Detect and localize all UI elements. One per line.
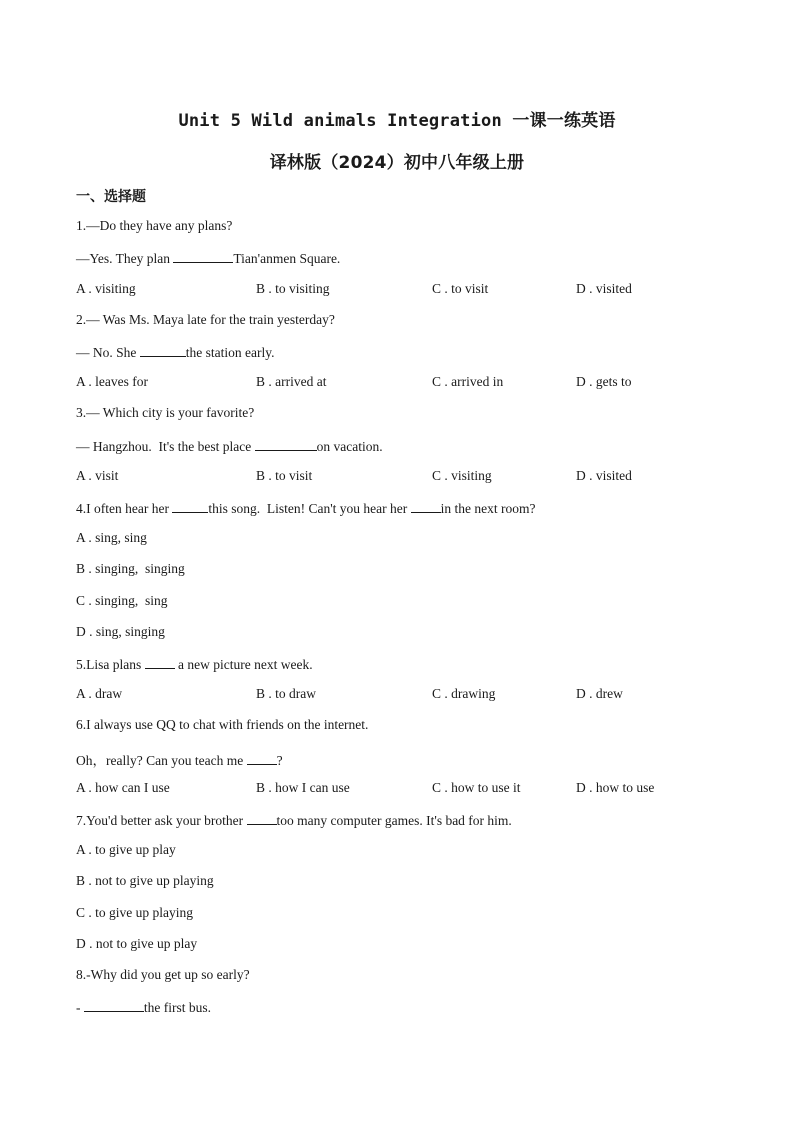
question-8-response <box>76 998 211 1016</box>
option-c: C . to give up playing <box>76 905 193 920</box>
option-a: A . draw <box>76 686 123 701</box>
text-part: 4.I often hear her <box>76 501 173 516</box>
option-a: A . visiting <box>76 281 136 296</box>
option-b: B . to visit <box>256 468 313 483</box>
option-c: C . arrived in <box>432 374 504 389</box>
question-5-options <box>76 686 756 704</box>
answer-blank <box>84 998 144 1012</box>
text-part: Oh，really? Can you teach me <box>76 753 247 768</box>
text-part: - <box>76 1000 84 1015</box>
question-3-options <box>76 468 756 486</box>
option-d: D . how to use <box>576 780 655 795</box>
option-c: C . drawing <box>432 686 496 701</box>
answer-blank <box>247 751 277 765</box>
option-c: C . how to use it <box>432 780 521 795</box>
text-part: the first bus. <box>143 1000 211 1015</box>
option-b: B . to visiting <box>256 281 330 296</box>
text-part: in the next room? <box>440 501 536 516</box>
text-part: a new picture next week. <box>174 657 313 672</box>
option-c: C . visiting <box>432 468 492 483</box>
question-1-options <box>76 281 756 299</box>
question-2-options <box>76 374 756 392</box>
option-d: D . sing, singing <box>76 624 165 639</box>
text-part: 7.You'd better ask your brother <box>76 813 247 828</box>
answer-blank <box>247 811 277 825</box>
question-6-response <box>76 749 283 769</box>
option-a: A . visit <box>76 468 119 483</box>
question-3-stem: 3.— Which city is your favorite? <box>76 405 255 420</box>
option-d: D . drew <box>576 686 623 701</box>
question-6-options <box>76 780 756 798</box>
document-subtitle: 译林版（2024）初中八年级上册 <box>269 153 525 173</box>
question-3-response <box>76 437 383 455</box>
question-2-response <box>76 343 274 361</box>
text-part: — No. She <box>76 345 140 360</box>
question-1-response <box>76 249 340 267</box>
option-b: B . to draw <box>256 686 316 701</box>
question-1-stem: 1.—Do they have any plans? <box>76 218 233 233</box>
option-d: D . visited <box>576 468 632 483</box>
answer-blank <box>411 499 441 513</box>
text-part: the station early. <box>185 345 275 360</box>
answer-blank <box>255 437 317 451</box>
option-b: B . singing, singing <box>76 561 185 576</box>
question-5-stem <box>76 655 313 673</box>
option-d: D . visited <box>576 281 632 296</box>
question-8-stem: 8.-Why did you get up so early? <box>76 967 250 982</box>
text-part: too many computer games. It's bad for him. <box>276 813 512 828</box>
option-a: A . how can I use <box>76 780 170 795</box>
text-part: this song. Listen! Can't you hear her <box>208 501 411 516</box>
answer-blank <box>145 655 175 669</box>
text-part: on vacation. <box>316 439 383 454</box>
option-a: A . leaves for <box>76 374 148 389</box>
option-d: D . gets to <box>576 374 632 389</box>
option-b: B . not to give up playing <box>76 873 214 888</box>
answer-blank <box>173 249 233 263</box>
option-c: C . to visit <box>432 281 489 296</box>
question-7-stem <box>76 811 512 829</box>
option-c: C . singing, sing <box>76 593 168 608</box>
question-2-stem: 2.— Was Ms. Maya late for the train yesterday? <box>76 312 335 327</box>
text-part: — Hangzhou. It's the best place <box>76 439 255 454</box>
option-d: D . not to give up play <box>76 936 198 951</box>
question-4-stem <box>76 499 535 517</box>
option-a: A . sing, sing <box>76 530 147 545</box>
question-6-stem: 6.I always use QQ to chat with friends on the internet. <box>76 717 369 732</box>
text-part: Tian'anmen Square. <box>233 251 341 266</box>
option-a: A . to give up play <box>76 842 176 857</box>
text-part: 5.Lisa plans <box>76 657 145 672</box>
answer-blank <box>140 343 186 357</box>
answer-blank <box>172 499 208 513</box>
document-title: Unit 5 Wild animals Integration 一课一练英语 <box>178 111 616 131</box>
section-heading: 一、选择题 <box>76 189 146 205</box>
text-part: ? <box>276 753 283 768</box>
option-b: B . arrived at <box>256 374 327 389</box>
text-part: —Yes. They plan <box>76 251 174 266</box>
option-b: B . how I can use <box>256 780 350 795</box>
